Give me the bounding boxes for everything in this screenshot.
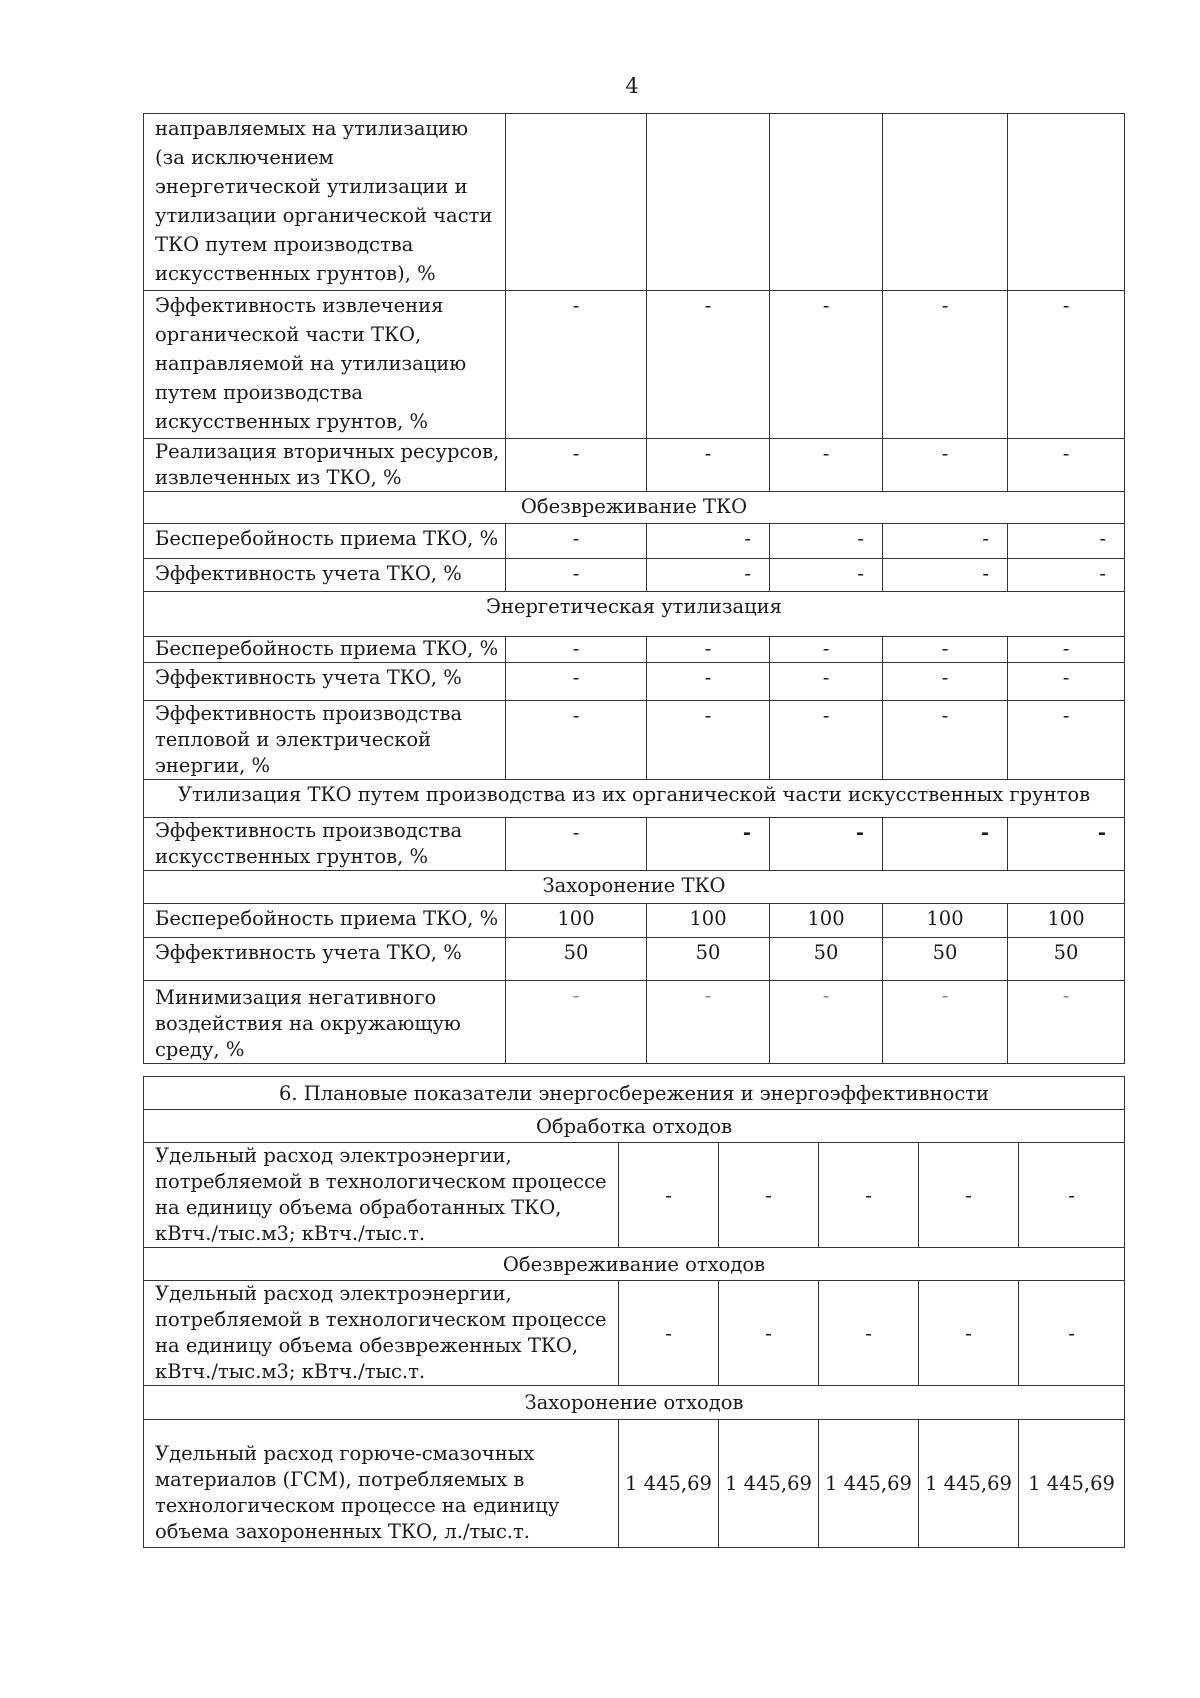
cell bbox=[506, 114, 647, 291]
cell: - bbox=[647, 663, 770, 701]
cell: - bbox=[647, 559, 770, 592]
section-burial-tko: Захоронение ТКО bbox=[144, 871, 1125, 904]
cell: - bbox=[819, 1281, 919, 1386]
cell: - bbox=[647, 637, 770, 663]
cell: - bbox=[1008, 291, 1125, 439]
cell: 100 bbox=[883, 904, 1008, 938]
table-row bbox=[144, 114, 1125, 291]
table-row bbox=[144, 818, 1125, 871]
cell: 50 bbox=[506, 938, 647, 981]
cell: - bbox=[647, 439, 770, 492]
cell: - bbox=[819, 1143, 919, 1248]
cell: - bbox=[506, 701, 647, 780]
cell: 100 bbox=[770, 904, 883, 938]
cell: - bbox=[770, 637, 883, 663]
section-header bbox=[144, 1248, 1125, 1281]
cell: - bbox=[506, 637, 647, 663]
table-row bbox=[144, 938, 1125, 981]
row-label: Эффективность извлечения органической части ТКО, направляемой на утилизацию путем производства искусственных грунтов, % bbox=[144, 291, 506, 439]
cell: - bbox=[647, 701, 770, 780]
table-row bbox=[144, 637, 1125, 663]
cell: - bbox=[506, 524, 647, 559]
row-label: Эффективность учета ТКО, % bbox=[144, 938, 506, 981]
row-label: Эффективность производства искусственных грунтов, % bbox=[144, 818, 506, 871]
cell: 1 445,69 bbox=[1019, 1420, 1125, 1548]
cell: - bbox=[1008, 981, 1125, 1064]
cell: - bbox=[1008, 663, 1125, 701]
row-label: Бесперебойность приема ТКО, % bbox=[144, 637, 506, 663]
row-label: Эффективность учета ТКО, % bbox=[144, 559, 506, 592]
cell: - bbox=[770, 291, 883, 439]
section-energy-utilization: Энергетическая утилизация bbox=[144, 592, 1125, 637]
cell: - bbox=[1008, 439, 1125, 492]
cell: - bbox=[770, 439, 883, 492]
cell: 100 bbox=[647, 904, 770, 938]
row-label: Удельный расход электроэнергии, потребляемой в технологическом процессе на единицу объема обработанных ТКО, кВтч./тыс.м3; кВтч./тыс.т. bbox=[144, 1143, 619, 1248]
cell: 50 bbox=[1008, 938, 1125, 981]
cell: - bbox=[770, 981, 883, 1064]
cell: - bbox=[883, 559, 1008, 592]
cell: - bbox=[1019, 1281, 1125, 1386]
section-obezvrezhivanie-tko: Обезвреживание ТКО bbox=[144, 492, 1125, 524]
row-label: Бесперебойность приема ТКО, % bbox=[144, 524, 506, 559]
cell bbox=[770, 114, 883, 291]
section-header bbox=[144, 1386, 1125, 1420]
row-label: Бесперебойность приема ТКО, % bbox=[144, 904, 506, 938]
row-label: Эффективность учета ТКО, % bbox=[144, 663, 506, 701]
cell: - bbox=[919, 1143, 1019, 1248]
cell: - bbox=[883, 637, 1008, 663]
table-row bbox=[144, 663, 1125, 701]
cell: - bbox=[883, 291, 1008, 439]
section-header bbox=[144, 492, 1125, 524]
page-number: 4 bbox=[625, 74, 639, 98]
table-title: 6. Плановые показатели энергосбережения и энергоэффективности bbox=[144, 1077, 1125, 1110]
cell: - bbox=[719, 1143, 819, 1248]
section-header bbox=[144, 780, 1125, 818]
cell: 1 445,69 bbox=[619, 1420, 719, 1548]
cell bbox=[647, 114, 770, 291]
cell: - bbox=[619, 1143, 719, 1248]
table-row bbox=[144, 981, 1125, 1064]
cell: - bbox=[883, 439, 1008, 492]
cell: - bbox=[883, 981, 1008, 1064]
cell: - bbox=[1008, 637, 1125, 663]
table-row bbox=[144, 559, 1125, 592]
cell: - bbox=[770, 663, 883, 701]
cell: 1 445,69 bbox=[719, 1420, 819, 1548]
cell: 50 bbox=[883, 938, 1008, 981]
table-row bbox=[144, 1143, 1125, 1248]
cell: - bbox=[1019, 1143, 1125, 1248]
cell: - bbox=[1008, 701, 1125, 780]
section-neutralization: Обезвреживание отходов bbox=[144, 1248, 1125, 1281]
cell: - bbox=[883, 524, 1008, 559]
row-label: Реализация вторичных ресурсов, извлеченных из ТКО, % bbox=[144, 439, 506, 492]
row-label: направляемых на утилизацию (за исключением энергетической утилизации и утилизации органической части ТКО путем производства искусственных грунтов), % bbox=[144, 114, 506, 291]
cell: 1 445,69 bbox=[919, 1420, 1019, 1548]
table-row bbox=[144, 1420, 1125, 1548]
cell: - bbox=[770, 818, 883, 871]
cell: 100 bbox=[506, 904, 647, 938]
cell: - bbox=[1008, 524, 1125, 559]
cell: - bbox=[770, 701, 883, 780]
cell: - bbox=[506, 291, 647, 439]
section-header bbox=[144, 1110, 1125, 1143]
cell: - bbox=[883, 663, 1008, 701]
section-utilization-grounds: Утилизация ТКО путем производства из их органической части искусственных грунтов bbox=[144, 780, 1125, 818]
row-label: Минимизация негативного воздействия на окружающую среду, % bbox=[144, 981, 506, 1064]
table-row bbox=[144, 701, 1125, 780]
cell: - bbox=[1008, 818, 1125, 871]
cell: - bbox=[647, 524, 770, 559]
cell: - bbox=[506, 439, 647, 492]
cell: - bbox=[506, 663, 647, 701]
section-burial: Захоронение отходов bbox=[144, 1386, 1125, 1420]
row-label: Эффективность производства тепловой и электрической энергии, % bbox=[144, 701, 506, 780]
cell: - bbox=[883, 701, 1008, 780]
cell: - bbox=[883, 818, 1008, 871]
cell bbox=[1008, 114, 1125, 291]
row-label: Удельный расход горюче-смазочных материалов (ГСМ), потребляемых в технологическом процессе на единицу объема захороненных ТКО, л./тыс.т. bbox=[144, 1420, 619, 1548]
table-row bbox=[144, 1281, 1125, 1386]
cell: - bbox=[770, 524, 883, 559]
cell: - bbox=[506, 559, 647, 592]
table-row bbox=[144, 524, 1125, 559]
cell: - bbox=[719, 1281, 819, 1386]
indicators-table bbox=[143, 113, 1125, 1064]
cell: - bbox=[1008, 559, 1125, 592]
section-header bbox=[144, 871, 1125, 904]
cell: - bbox=[770, 559, 883, 592]
cell: - bbox=[919, 1281, 1019, 1386]
table-title-row bbox=[144, 1077, 1125, 1110]
table-row bbox=[144, 904, 1125, 938]
cell: 50 bbox=[770, 938, 883, 981]
section-processing: Обработка отходов bbox=[144, 1110, 1125, 1143]
cell bbox=[883, 114, 1008, 291]
cell: - bbox=[647, 818, 770, 871]
cell: 1 445,69 bbox=[819, 1420, 919, 1548]
cell: 100 bbox=[1008, 904, 1125, 938]
table-row bbox=[144, 439, 1125, 492]
cell: - bbox=[506, 981, 647, 1064]
cell: - bbox=[647, 291, 770, 439]
energy-efficiency-table bbox=[143, 1076, 1125, 1548]
row-label: Удельный расход электроэнергии, потребляемой в технологическом процессе на единицу объема обезвреженных ТКО, кВтч./тыс.м3; кВтч./тыс.т. bbox=[144, 1281, 619, 1386]
cell: - bbox=[506, 818, 647, 871]
section-header bbox=[144, 592, 1125, 637]
cell: - bbox=[619, 1281, 719, 1386]
cell: 50 bbox=[647, 938, 770, 981]
cell: - bbox=[647, 981, 770, 1064]
table-row bbox=[144, 291, 1125, 439]
